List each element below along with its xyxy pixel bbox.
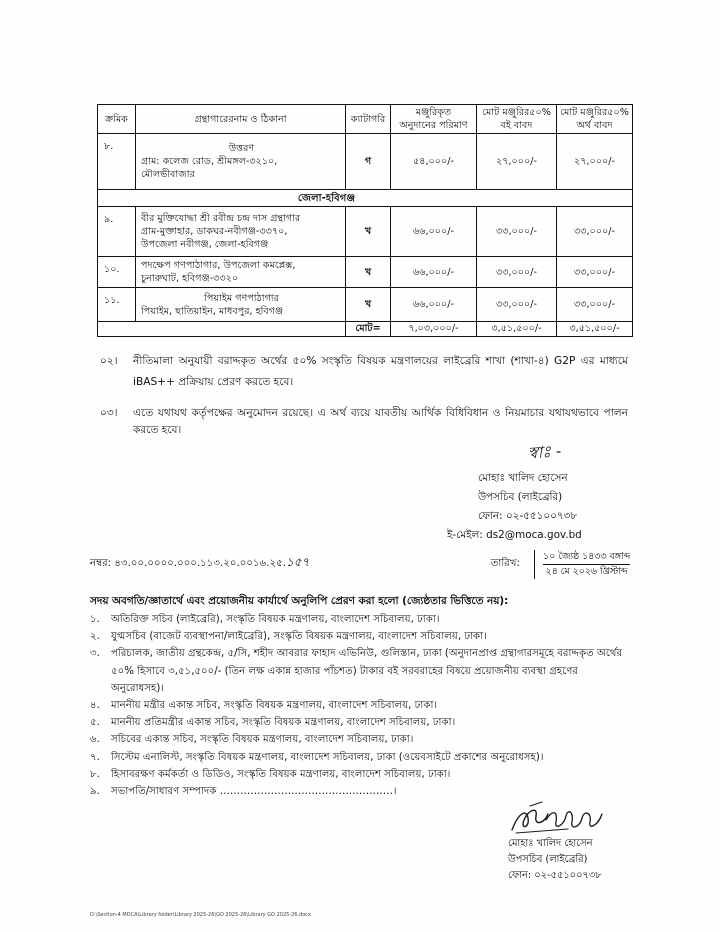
list-item-text: মাননীয় প্রতিমন্ত্রীর একান্ত সচিব, সংস্কৃতি বিষয়ক মন্ত্রণালয়, বাংলাদেশ সচিবালয়, ঢাকা। <box>111 717 456 729</box>
row-category: খ <box>346 207 391 257</box>
signatory-name: মোহাঃ খালিদ হোসেন <box>478 472 568 484</box>
row-category: গ <box>346 134 391 190</box>
date-box <box>534 550 630 579</box>
library-name-line: চুনারুঘাট, হবিগঞ্জ-৩৩২০ <box>141 273 239 284</box>
list-item-number: ৫. <box>90 717 100 729</box>
list-item-text: অতিরিক্ত সচিব (লাইব্রেরি), সংস্কৃতি বিষয়ক মন্ত্রণালয়, বাংলাদেশ সচিবালয়, ঢাকা। <box>111 614 440 625</box>
header-cash-line-1: মোট মঞ্জুরির৫০% <box>560 107 629 118</box>
list-item <box>90 611 630 628</box>
list-item-number: ৪. <box>90 700 100 712</box>
row-granted: ৫৪,০০০/- <box>391 134 477 190</box>
library-name-line: মৌলভীবাজার <box>141 169 195 180</box>
memo-number-label: নম্বর: <box>90 558 112 569</box>
row-serial: ৮. <box>98 134 136 190</box>
list-item-text: যুগ্মসচিব (বাজেট ব্যবস্থাপনা/লাইব্রেরি), সংস্কৃতি বিষয়ক মন্ত্রণালয়, বাংলাদেশ সচিবালয়, ঢাকা। <box>111 631 487 643</box>
paragraph-number: ০৩। <box>100 407 118 419</box>
total-label: মোট= <box>346 322 391 337</box>
paragraph-03 <box>100 405 628 439</box>
row-library-name <box>136 257 346 288</box>
row-serial: ৯. <box>98 207 136 257</box>
list-item-number: ৩. <box>90 648 100 660</box>
list-item-text: হিসাবরক্ষণ কর্মকর্তা ও ডিডিও, সংস্কৃতি বিষয়ক মন্ত্রণালয়, বাংলাদেশ সচিবালয়, ঢাকা। <box>111 768 451 780</box>
list-item <box>90 714 630 731</box>
list-item <box>90 749 630 766</box>
row-books: ৩৩,০০০/- <box>477 288 557 322</box>
total-granted: ৭,০৩,০০০/- <box>391 322 477 337</box>
signature-scribble <box>508 800 608 836</box>
row-library-name <box>136 288 346 322</box>
copies-list <box>90 611 630 800</box>
list-item-number: ৭. <box>90 751 100 763</box>
list-item-number: ১. <box>90 614 100 625</box>
paragraph-text: এতে যথাযথ কর্তৃপক্ষের অনুমোদন রয়েছে। এ অর্থ ব্যয়ে যাবতীয় আর্থিক বিধিবিধান ও নিয়মাচার যথাযথভাবে পালন করতে হবে। <box>133 407 628 436</box>
document-body <box>90 104 635 884</box>
library-name-line: গ্রাম-মুক্তাহার, ডাকঘর-নবীগঞ্জ-৩৩৭০, <box>141 226 288 237</box>
header-granted-line-2: অনুদানের পরিমাণ <box>399 120 468 131</box>
list-item <box>90 766 630 783</box>
list-item-number: ৬. <box>90 734 100 746</box>
list-item-number: ২. <box>90 631 100 643</box>
table-header-row <box>98 105 633 134</box>
signatory-block-2 <box>508 800 633 884</box>
library-name-line: বীর মুক্তিযোদ্ধা শ্রী রবীন্দ্র চন্দ্র দাস গ্রন্থাগার <box>141 213 301 224</box>
section-heading: জেলা-হবিগঞ্জ <box>98 190 633 207</box>
header-serial: ক্রমিক <box>98 105 136 134</box>
list-item-text: সিস্টেম এনালিস্ট, সংস্কৃতি বিষয়ক মন্ত্রণালয়, বাংলাদেশ সচিবালয়, ঢাকা (ওয়েবসাইটে প্রকাশের অনুরোধসহ)। <box>111 751 544 763</box>
memo-number-value: ৪৩.০০.০০০০.০০০.১১৩.২০.০০১৬.২৫. <box>114 558 286 569</box>
footer-file-path: D:\Section-4 MOCA\Library folder\Library 2025-26\GO 2025-26\Library GO 2025-26.docx <box>90 912 312 918</box>
row-granted: ৬৬,০০০/- <box>391 288 477 322</box>
row-cash: ৩৩,০০০/- <box>557 257 633 288</box>
list-item-number: ৮. <box>90 768 100 780</box>
header-books-line-1: মোট মঞ্জুরির৫০% <box>482 107 551 118</box>
library-name-line: গ্রাম: কলেজ রোড, শ্রীমঙ্গল-৩২১০, <box>141 156 278 167</box>
paragraph-02 <box>100 351 628 393</box>
memo-row <box>90 549 630 579</box>
library-name-line: উপজেলা নবীগঞ্জ, জেলা-হবিগঞ্জ <box>141 239 269 250</box>
list-item <box>90 628 630 645</box>
table-row <box>98 288 633 322</box>
header-books-line-2: বই বাবদ <box>500 120 533 131</box>
total-row <box>98 322 633 337</box>
signatory-2-designation: উপসচিব (লাইব্রেরি) <box>508 854 588 866</box>
row-cash: ২৭,০০০/- <box>557 134 633 190</box>
copies-heading: সদয় অবগতি/জ্ঞাতার্থে এবং প্রয়োজনীয় কার্যার্থে অনুলিপি প্রেরণ করা হলো (জ্যেষ্ঠতার ভিত্তিতে নয়): <box>90 595 509 607</box>
row-cash: ৩৩,০০০/- <box>557 288 633 322</box>
row-category: খ <box>346 257 391 288</box>
signatory-2-phone: ফোন: ০২-৫৫১০০৭৩৮ <box>508 870 602 882</box>
row-books: ৩৩,০০০/- <box>477 257 557 288</box>
header-library-name: গ্রন্থাগারেরনাম ও ঠিকানা <box>136 105 346 134</box>
signatory-2-name: মোহাঃ খালিদ হোসেন <box>508 838 593 850</box>
date-label: তারিখ: <box>490 557 520 569</box>
row-granted: ৬৬,০০০/- <box>391 257 477 288</box>
section-row <box>98 190 633 207</box>
paragraph-text: নীতিমালা অনুযায়ী বরাদ্দকৃত অর্থের ৫০% সংস্কৃতি বিষয়ক মন্ত্রণালয়ের লাইব্রেরি শাখা (শাখা-৪) G2P এর মাধ্যমে iBAS++ প্রক্রিয়ায় প্রেরণ করতে হবে। <box>133 355 628 388</box>
row-serial: ১১. <box>98 288 136 322</box>
signatory-email-line <box>447 526 638 545</box>
header-cash-share <box>557 105 633 134</box>
total-books: ৩,৫১,৫০০/- <box>477 322 557 337</box>
header-category: ক্যাটাগরি <box>346 105 391 134</box>
row-serial: ১০. <box>98 257 136 288</box>
list-item <box>90 645 630 697</box>
signatory-block <box>447 441 638 545</box>
total-cash: ৩,৫১,৫০০/- <box>557 322 633 337</box>
row-library-name <box>136 207 346 257</box>
row-books: ২৭,০০০/- <box>477 134 557 190</box>
library-name-line: উত্তরণ <box>228 143 255 154</box>
header-books-share <box>477 105 557 134</box>
table-row <box>98 207 633 257</box>
email-label: ই-মেইল: <box>447 529 483 541</box>
row-library-name <box>136 134 346 190</box>
header-cash-line-2: অর্থ বাবদ <box>576 120 613 131</box>
list-item-text: সচিবের একান্ত সচিব, সংস্কৃতি বিষয়ক মন্ত্রণালয়, বাংলাদেশ সচিবালয়, ঢাকা। <box>111 734 414 746</box>
signatory-phone: ফোন: ০২-৫৫১০০৭৩৮ <box>478 510 578 522</box>
row-books: ৩৩,০০০/- <box>477 207 557 257</box>
library-name-line: পদক্ষেপ গণপাঠাগার, উপজেলা কমপ্লেক্স, <box>141 260 296 271</box>
list-item-text: মাননীয় মন্ত্রীর একান্ত সচিব, সংস্কৃতি বিষয়ক মন্ত্রণালয়, বাংলাদেশ সচিবালয়, ঢাকা। <box>111 700 438 712</box>
list-item-text: পরিচালক, জাতীয় গ্রন্থকেন্দ্র, ৫/সি, শহীদ আবরার ফাহাদ এভিনিউ, গুলিস্তান, ঢাকা (অনুদানপ্রাপ্ত গ্রন্থাগারসমূহে বরাদ্দকৃত অর্থের ৫০% হিসাবে ৩,৫১,৫০০/- (তিন লক্ষ একান্ন হাজার পাঁচশত) টাকার বই সরবরাহের বিষয়ে প্রয়োজনীয় ব্যবস্থা গ্রহণের অনুরোধসহ)। <box>111 648 623 694</box>
row-granted: ৬৬,০০০/- <box>391 207 477 257</box>
row-cash: ৩৩,০০০/- <box>557 207 633 257</box>
email-address: ds2@moca.gov.bd <box>486 529 582 541</box>
date-bangla: ১০ জ্যৈষ্ঠ ১৪৩৩ বঙ্গাব্দ <box>543 550 630 565</box>
table-row <box>98 134 633 190</box>
signature-mark: স্বাঃ - <box>527 441 562 463</box>
paragraph-number: ০২। <box>100 355 118 367</box>
grant-table <box>97 104 633 337</box>
header-granted-line-1: মঞ্জুরিকৃত <box>415 107 452 118</box>
total-blank-cell <box>98 322 346 337</box>
memo-date <box>491 550 630 579</box>
signatory-designation: উপসচিব (লাইব্রেরি) <box>478 491 563 503</box>
library-name-line: পিয়াইম, ছাতিয়াইন, মাধবপুর, হবিগঞ্জ <box>141 305 284 317</box>
memo-number <box>90 554 309 574</box>
row-category: খ <box>346 288 391 322</box>
list-item <box>90 783 630 800</box>
list-item-number: ৯. <box>90 786 100 798</box>
list-item <box>90 697 630 714</box>
date-gregorian: ২৪ মে ২০২৬ খ্রিস্টাব্দ <box>545 565 628 577</box>
list-item-text: সভাপতি/সাধারণ সম্পাদক ……………………………………………। <box>111 786 397 798</box>
library-name-line: পিয়াইম গণপাঠাগার <box>204 292 279 304</box>
memo-number-handwritten: ১৫৭ <box>285 555 310 569</box>
header-granted-amount <box>391 105 477 134</box>
table-row <box>98 257 633 288</box>
list-item <box>90 731 630 748</box>
